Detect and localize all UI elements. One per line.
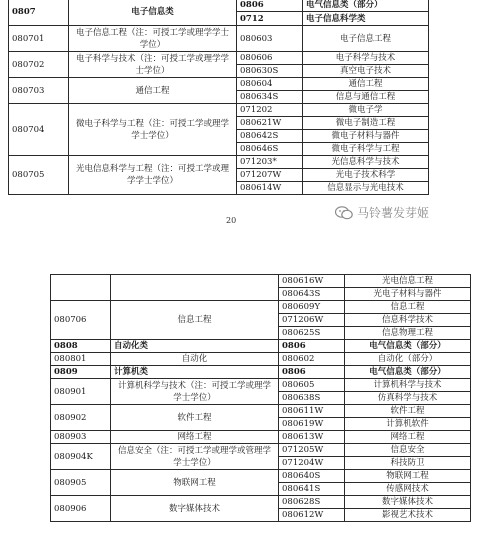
old-name: 计算机软件 [345,418,471,431]
page-number: 20 [226,216,237,225]
old-code: 080630S [237,65,303,78]
old-code: 080611W [279,405,345,418]
major-name: 计算机科学与技术（注：可授工学或理学学士学位） [111,379,279,405]
old-code: 080616W [279,275,345,288]
major-name: 物联网工程 [111,470,279,496]
old-name: 微电子科学与工程 [303,143,429,156]
table-row [51,496,471,509]
old-code: 080643S [279,288,345,301]
old-name: 通信工程 [303,78,429,91]
old-code: 080612W [279,509,345,522]
old-code: 0712 [237,12,303,26]
old-code: 080638S [279,392,345,405]
table-row [9,0,429,12]
old-name: 软件工程 [345,405,471,418]
major-code: 080904K [51,444,111,470]
major-code: 080906 [51,496,111,522]
old-code: 071202 [237,104,303,117]
old-name: 真空电子技术 [303,65,429,78]
table-row [51,405,471,418]
old-code: 080621W [237,117,303,130]
wechat-icon [335,206,353,220]
table-row [51,340,471,353]
old-code: 071206W [279,314,345,327]
old-code: 080641S [279,483,345,496]
table-row [9,26,429,52]
old-code: 080640S [279,470,345,483]
major-code [51,275,111,301]
table-row [51,431,471,444]
table-row [51,379,471,392]
table-row [51,301,471,314]
old-code: 071205W [279,444,345,457]
major-code: 080704 [9,104,69,156]
old-name: 数字媒体技术 [345,496,471,509]
old-name: 物联网工程 [345,470,471,483]
major-name: 网络工程 [111,431,279,444]
old-code: 0806 [279,340,345,353]
category-code: 0809 [51,366,111,379]
category-name: 自动化类 [111,340,279,353]
watermark [335,204,429,221]
major-code: 080903 [51,431,111,444]
major-code: 080702 [9,52,69,78]
table-row [51,353,471,366]
major-code: 080703 [9,78,69,104]
old-name: 微电子制造工程 [303,117,429,130]
major-table-bottom [50,274,471,522]
old-code: 071203* [237,156,303,169]
major-code: 080706 [51,301,111,340]
major-name: 通信工程 [69,78,237,104]
old-name: 微电子学 [303,104,429,117]
old-code: 0806 [279,366,345,379]
category-code: 0808 [51,340,111,353]
major-code: 080705 [9,156,69,195]
table-row [51,366,471,379]
old-name: 计算机科学与技术 [345,379,471,392]
old-name: 光电子材料与器件 [345,288,471,301]
table-row [9,52,429,65]
category-name: 计算机类 [111,366,279,379]
old-name: 电子科学与技术 [303,52,429,65]
old-name: 信息与通信工程 [303,91,429,104]
old-code: 080614W [237,182,303,195]
category-code: 0807 [9,0,69,26]
major-name: 软件工程 [111,405,279,431]
table-row [9,156,429,169]
major-name: 信息工程 [111,301,279,340]
old-code: 0806 [237,0,303,12]
major-name: 光电信息科学与工程（注：可授工学或理学学士学位） [69,156,237,195]
old-name: 信息显示与光电技术 [303,182,429,195]
old-code: 080605 [279,379,345,392]
old-name: 仿真科学与技术 [345,392,471,405]
old-code: 080642S [237,130,303,143]
old-name: 光信息科学与技术 [303,156,429,169]
old-name: 信息工程 [345,301,471,314]
old-name: 电气信息类（部分） [303,0,429,12]
major-code: 080901 [51,379,111,405]
table-row [9,104,429,117]
category-name: 电子信息类 [69,0,237,26]
old-code: 080628S [279,496,345,509]
old-code: 080602 [279,353,345,366]
table-row [9,78,429,91]
major-table-top [8,0,429,195]
old-name: 网络工程 [345,431,471,444]
major-code: 080902 [51,405,111,431]
table-row [51,470,471,483]
old-code: 071207W [237,169,303,182]
old-name: 信息安全 [345,444,471,457]
major-code: 080905 [51,470,111,496]
old-name: 电子信息工程 [303,26,429,52]
old-name: 电气信息类（部分） [345,366,471,379]
old-name: 自动化（部分） [345,353,471,366]
table-row [51,444,471,457]
major-name: 电子信息工程（注：可授工学或理学学士学位） [69,26,237,52]
old-code: 080634S [237,91,303,104]
old-name: 信息物理工程 [345,327,471,340]
old-code: 080646S [237,143,303,156]
old-name: 影视艺术技术 [345,509,471,522]
old-name: 科技防卫 [345,457,471,470]
old-code: 071204W [279,457,345,470]
watermark-text: 马铃薯发芽姬 [357,206,430,220]
table-row [51,275,471,288]
old-name: 电子信息科学类 [303,12,429,26]
old-name: 电气信息类（部分） [345,340,471,353]
major-code: 080701 [9,26,69,52]
major-code: 080801 [51,353,111,366]
old-name: 微电子材料与器件 [303,130,429,143]
old-code: 080606 [237,52,303,65]
old-code: 080609Y [279,301,345,314]
major-name: 数字媒体技术 [111,496,279,522]
major-name [111,275,279,301]
major-name: 信息安全（注：可授工学或理学或管理学学士学位） [111,444,279,470]
old-code: 080619W [279,418,345,431]
old-code: 080625S [279,327,345,340]
major-name: 自动化 [111,353,279,366]
major-name: 电子科学与技术（注：可授工学或理学学士学位） [69,52,237,78]
old-name: 传感网技术 [345,483,471,496]
old-name: 光电信息工程 [345,275,471,288]
old-name: 信息科学技术 [345,314,471,327]
old-name: 光电子技术科学 [303,169,429,182]
old-code: 080604 [237,78,303,91]
old-code: 080603 [237,26,303,52]
major-name: 微电子科学与工程（注：可授工学或理学学士学位） [69,104,237,156]
old-code: 080613W [279,431,345,444]
